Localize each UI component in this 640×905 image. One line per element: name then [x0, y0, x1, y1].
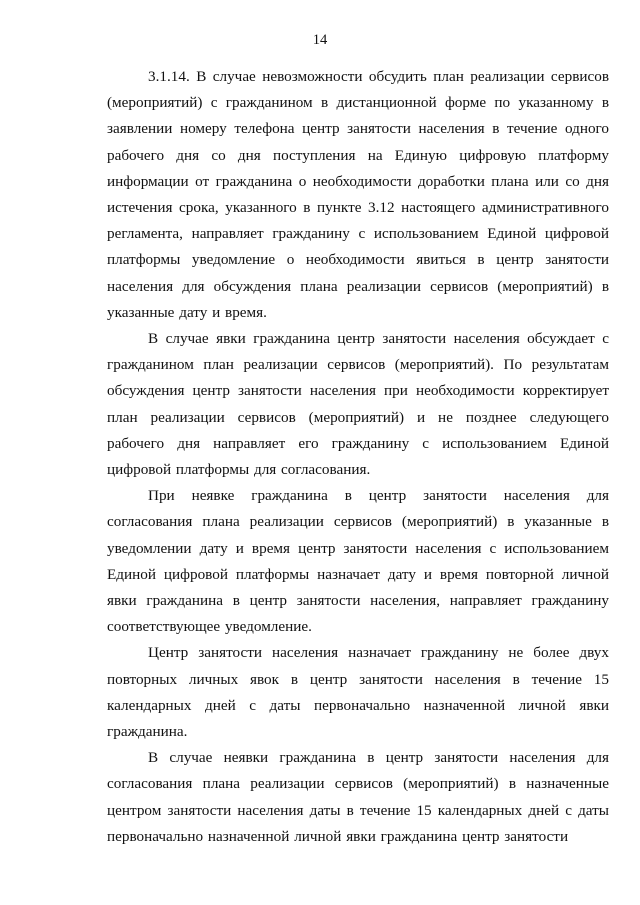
paragraph-non-appearance: При неявке гражданина в центр занятости населения для согласования плана реализации сервисов (мероприятий) в указанные в уведомлении дату и время центр занятости населения с использованием Единой цифровой платформы назначает дату и время повторной личной явки гражданина в центр занятости населения, направляет гражданину соответствующее уведомление. [107, 487, 609, 636]
paragraph-repeat-visits: Центр занятости населения назначает гражданину не более двух повторных личных явок в центр занятости населения в течение 15 календарных дней с даты первоначально назначенной личной явки гражданина. [107, 644, 609, 741]
document-body [107, 64, 609, 850]
paragraph-repeat-non-appearance: В случае неявки гражданина в центр занятости населения для согласования плана реализации сервисов (мероприятий) в назначенные центром занятости населения даты в течение 15 календарных дней с даты первоначально назначенной личной явки гражданина центр занятости [107, 749, 609, 845]
page-number: 14 [312, 32, 328, 48]
paragraph-3-1-14: 3.1.14. В случае невозможности обсудить план реализации сервисов (мероприятий) с гражданином в дистанционной форме по указанному в заявлении номеру телефона центр занятости населения в течение одного рабочего дня со дня поступления на Единую цифровую платформу информации от гражданина о необходимости доработки плана или со дня истечения срока, указанного в пункте 3.12 настоящего административного регламента, направляет гражданину с использованием Единой цифровой платформы уведомление о необходимости явиться в центр занятости населения для обсуждения плана реализации сервисов (мероприятий) в указанные дату и время. [107, 68, 609, 321]
paragraph-appearance: В случае явки гражданина центр занятости населения обсуждает с гражданином план реализации сервисов (мероприятий). По результатам обсуждения центр занятости населения при необходимости корректирует план реализации сервисов (мероприятий) и не позднее следующего рабочего дня направляет его гражданину с использованием Единой цифровой платформы для согласования. [107, 330, 609, 479]
